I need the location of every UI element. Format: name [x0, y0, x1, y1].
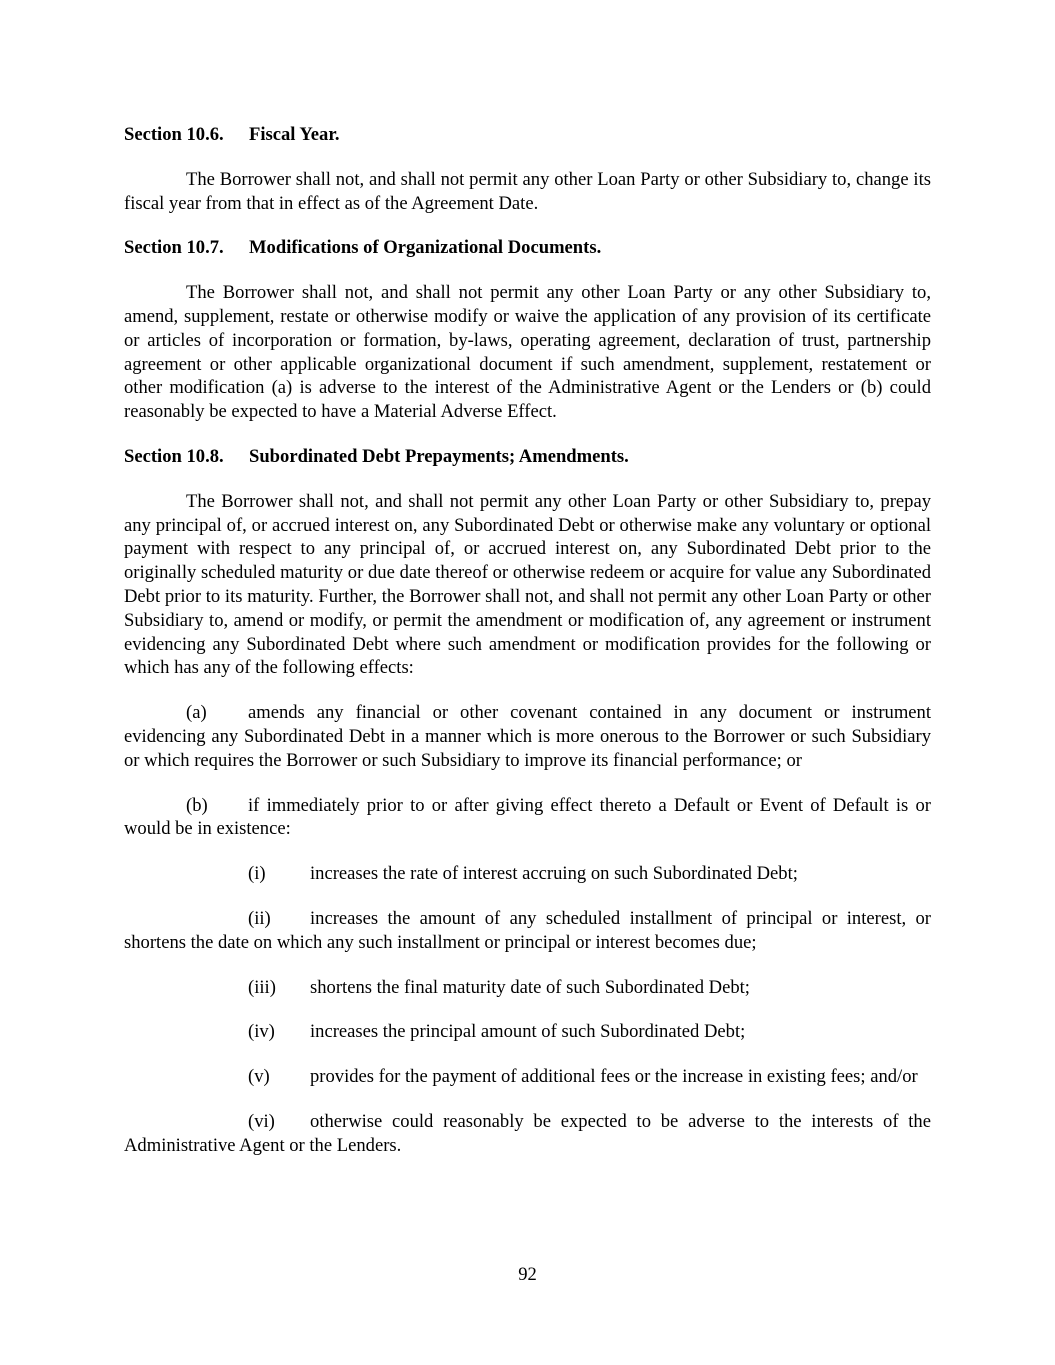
- section-10-6-paragraph: The Borrower shall not, and shall not permit any other Loan Party or other Subsidiary to, change its fiscal year from that in effect as of the Agreement Date.: [124, 168, 931, 214]
- subitem-label: (ii): [248, 907, 271, 929]
- subitem-text: provides for the payment of additional fees or the increase in existing fees; and/or: [310, 1066, 918, 1088]
- subitem-label: (v): [248, 1066, 270, 1088]
- section-10-8-heading: [124, 445, 931, 469]
- section-10-7-heading: [124, 236, 931, 260]
- item-label: (b): [186, 794, 208, 816]
- section-10-8-paragraph: The Borrower shall not, and shall not permit any other Loan Party or other Subsidiary to, prepay any principal of, or accrued interest on, any Subordinated Debt or otherwise make any voluntary or optional payment with respect to any principal of, or accrued interest on, any Subordinated Debt prior to the originally scheduled maturity or due date thereof or otherwise redeem or acquire for value any Subordinated Debt prior to its maturity. Further, the Borrower shall not, and shall not permit any other Loan Party or other Subsidiary to, amend or modify, or permit the amendment or modification of, any agreement or instrument evidencing any Subordinated Debt where such amendment or modification provides for the following or which has any of the following effects:: [124, 490, 931, 679]
- item-text: if immediately prior to or after giving effect thereto a Default or Event of Default is or would be in existence:: [124, 794, 931, 840]
- subitem-text: increases the amount of any scheduled installment of principal or interest, or shortens the date on which any such installment or principal or interest becomes due;: [124, 907, 931, 953]
- subitem-label: (iii): [248, 976, 276, 998]
- subitem-text: otherwise could reasonably be expected to be adverse to the interests of the Administrative Agent or the Lenders.: [124, 1110, 931, 1156]
- sublist-item-ii: [124, 907, 931, 955]
- section-number: Section 10.6.: [124, 124, 224, 145]
- section-title: Fiscal Year.: [249, 124, 340, 145]
- sublist-item-iv: [124, 1020, 931, 1044]
- section-title: Modifications of Organizational Documents.: [249, 237, 602, 259]
- item-text: amends any financial or other covenant contained in any document or instrument evidencing any Subordinated Debt in a manner which is more onerous to the Borrower or such Subsidiary or which requires the Borrower or such Subsidiary to improve its financial performance; or: [124, 702, 931, 771]
- section-10-7-paragraph: The Borrower shall not, and shall not permit any other Loan Party or any other Subsidiary to, amend, supplement, restate or otherwise modify or waive the application of any provision of its certificate or articles of incorporation or formation, by-laws, operating agreement, declaration of trust, partnership agreement or other applicable organizational document if such amendment, supplement, restatement or other modification (a) is adverse to the interest of the Administrative Agent or the Lenders or (b) could reasonably be expected to have a Material Adverse Effect.: [124, 282, 931, 423]
- section-title: Subordinated Debt Prepayments; Amendments.: [249, 445, 629, 467]
- page-content: [124, 123, 931, 1158]
- section-number: Section 10.7.: [124, 237, 224, 259]
- subitem-text: increases the rate of interest accruing on such Subordinated Debt;: [310, 863, 798, 885]
- sublist-item-vi: [124, 1110, 931, 1158]
- subitem-label: (iv): [248, 1021, 275, 1043]
- page-number: 92: [518, 1264, 537, 1285]
- subitem-text: increases the principal amount of such Subordinated Debt;: [310, 1021, 746, 1043]
- item-label: (a): [186, 702, 207, 724]
- subitem-text: shortens the final maturity date of such Subordinated Debt;: [310, 976, 750, 998]
- sublist-item-iii: [124, 976, 931, 1000]
- subitem-label: (i): [248, 863, 266, 885]
- sublist-item-v: [124, 1065, 931, 1089]
- sublist-item-i: [124, 862, 931, 886]
- list-item-a: [124, 701, 931, 772]
- section-number: Section 10.8.: [124, 445, 224, 467]
- subitem-label: (vi): [248, 1110, 275, 1132]
- list-item-b: [124, 794, 931, 842]
- section-10-6-heading: [124, 123, 931, 147]
